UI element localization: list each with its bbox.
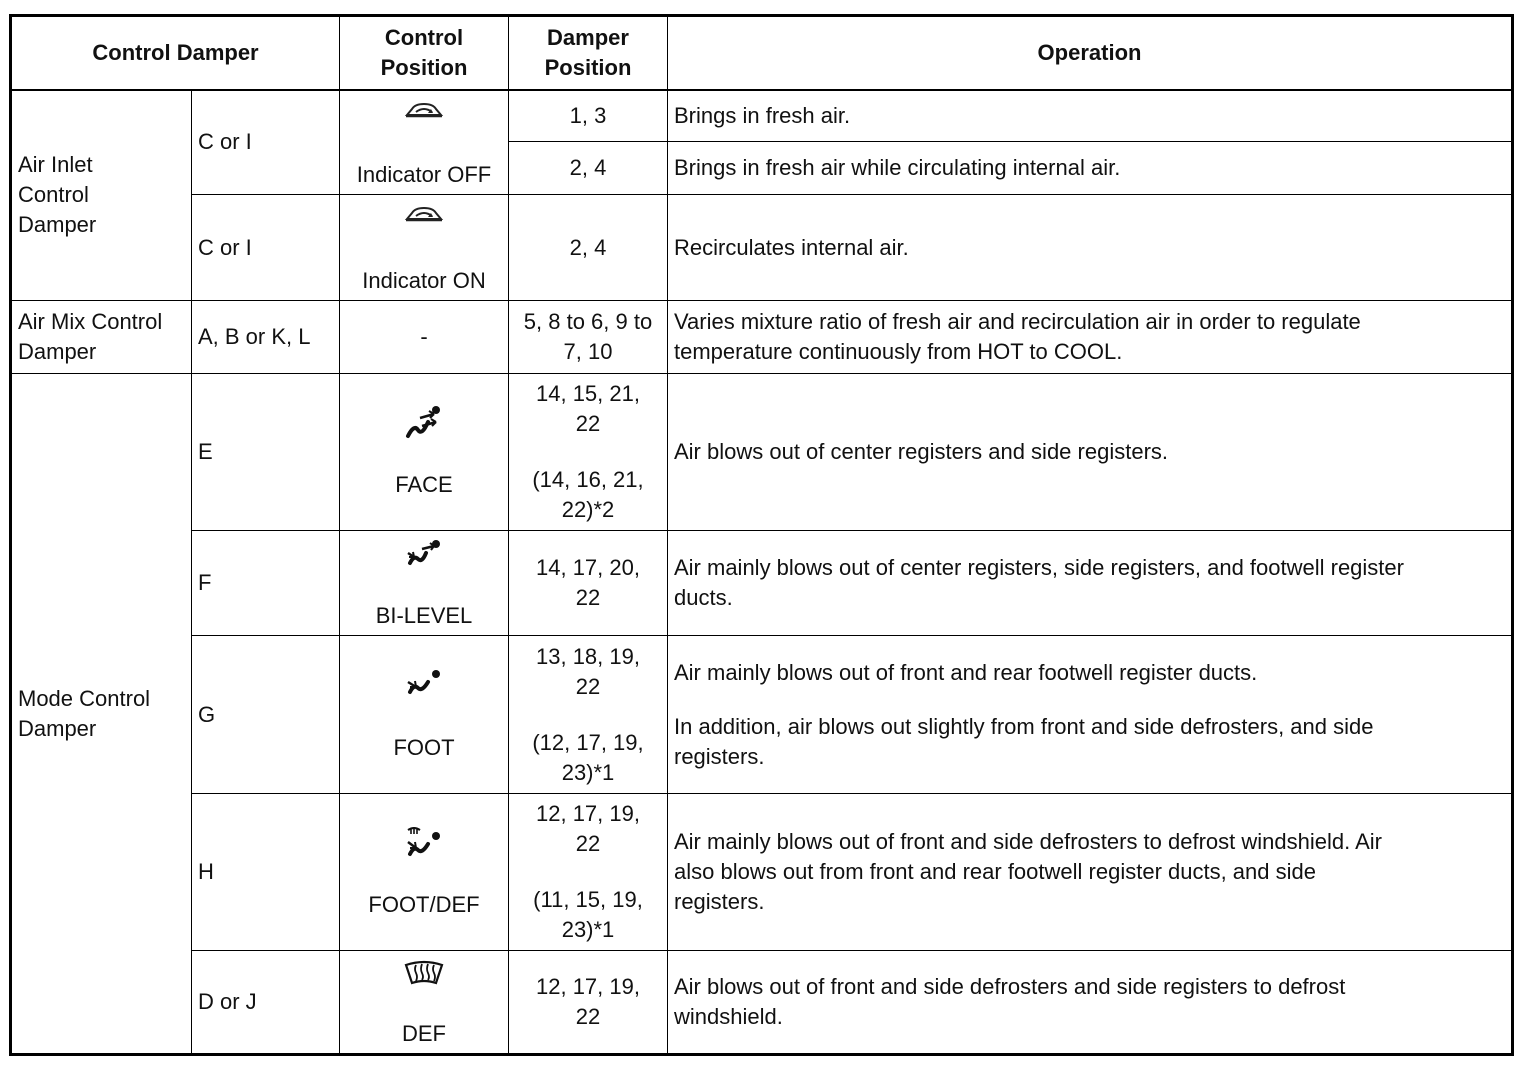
header-operation: Operation xyxy=(668,16,1513,90)
header-row xyxy=(11,16,1513,90)
damper-position-cell: 12, 17, 19, 22 (11, 15, 19, 23)*1 xyxy=(509,794,668,951)
operation-cell: Air mainly blows out of front and rear footwell register ducts. In addition, air blows out slightly from front and side defrosters, and side registers. xyxy=(668,636,1513,794)
control-position-label: - xyxy=(340,301,509,374)
damper-operation-table xyxy=(9,14,1514,1056)
damper-position-cell: 14, 15, 21, 22 (14, 16, 21, 22)*2 xyxy=(509,374,668,531)
link-cell: C or I xyxy=(192,90,340,195)
group-mode: Mode Control Damper xyxy=(11,374,192,1055)
link-cell: H xyxy=(192,794,340,951)
header-control-damper: Control Damper xyxy=(11,16,340,90)
group-air-mix: Air Mix Control Damper xyxy=(11,301,192,374)
control-position-label: FOOT/DEF xyxy=(368,892,480,917)
group-air-inlet: Air Inlet Control Damper xyxy=(11,90,192,301)
link-cell: C or I xyxy=(192,195,340,301)
table-row xyxy=(11,90,1513,142)
control-position-cell xyxy=(340,794,509,951)
control-position-label: Indicator OFF xyxy=(356,162,492,187)
control-position-label: BI-LEVEL xyxy=(375,603,473,628)
control-position-cell xyxy=(340,90,509,195)
foot-vent-icon xyxy=(340,668,508,706)
damper-table-container xyxy=(9,14,1514,1056)
link-cell: A, B or K, L xyxy=(192,301,340,374)
damper-position-cell: 2, 4 xyxy=(509,142,668,195)
operation-cell: Brings in fresh air while circulating internal air. xyxy=(668,142,1513,195)
defrost-icon xyxy=(340,959,508,995)
control-position-label: FOOT xyxy=(393,735,455,760)
damper-position-cell: 13, 18, 19, 22 (12, 17, 19, 23)*1 xyxy=(509,636,668,794)
recirculation-car-icon xyxy=(340,203,508,235)
control-position-cell xyxy=(340,951,509,1055)
header-damper-position: Damper Position xyxy=(509,16,668,90)
operation-cell: Air blows out of center registers and side registers. xyxy=(668,374,1513,531)
table-row xyxy=(11,374,1513,531)
operation-cell: Air blows out of front and side defrosters and side registers to defrost windshield. xyxy=(668,951,1513,1055)
control-position-cell xyxy=(340,195,509,301)
link-cell: G xyxy=(192,636,340,794)
operation-cell: Air mainly blows out of center registers, side registers, and footwell register ducts. xyxy=(668,531,1513,636)
recirculation-car-icon xyxy=(340,99,508,131)
damper-position-cell: 12, 17, 19, 22 xyxy=(509,951,668,1055)
damper-position-cell: 1, 3 xyxy=(509,90,668,142)
control-position-cell xyxy=(340,531,509,636)
face-vent-icon xyxy=(340,404,508,448)
control-position-cell xyxy=(340,636,509,794)
control-position-cell xyxy=(340,374,509,531)
control-position-label: Indicator ON xyxy=(362,268,486,293)
operation-cell: Air mainly blows out of front and side defrosters to defrost windshield. Air also blows out from front and rear footwell register ducts, and side registers. xyxy=(668,794,1513,951)
link-cell: F xyxy=(192,531,340,636)
link-cell: D or J xyxy=(192,951,340,1055)
damper-position-cell: 2, 4 xyxy=(509,195,668,301)
operation-cell: Varies mixture ratio of fresh air and recirculation air in order to regulate temperature continuously from HOT to COOL. xyxy=(668,301,1513,374)
foot-defrost-icon xyxy=(340,824,508,868)
table-row xyxy=(11,195,1513,301)
table-row xyxy=(11,531,1513,636)
damper-position-cell: 14, 17, 20, 22 xyxy=(509,531,668,636)
damper-position-cell: 5, 8 to 6, 9 to 7, 10 xyxy=(509,301,668,374)
operation-cell: Brings in fresh air. xyxy=(668,90,1513,142)
table-row xyxy=(11,301,1513,374)
table-row xyxy=(11,794,1513,951)
control-position-label: FACE xyxy=(395,472,453,497)
table-row xyxy=(11,636,1513,794)
operation-cell: Recirculates internal air. xyxy=(668,195,1513,301)
link-cell: E xyxy=(192,374,340,531)
control-position-label: DEF xyxy=(402,1021,446,1046)
table-row xyxy=(11,951,1513,1055)
header-control-position: Control Position xyxy=(340,16,509,90)
bi-level-vent-icon xyxy=(340,539,508,577)
